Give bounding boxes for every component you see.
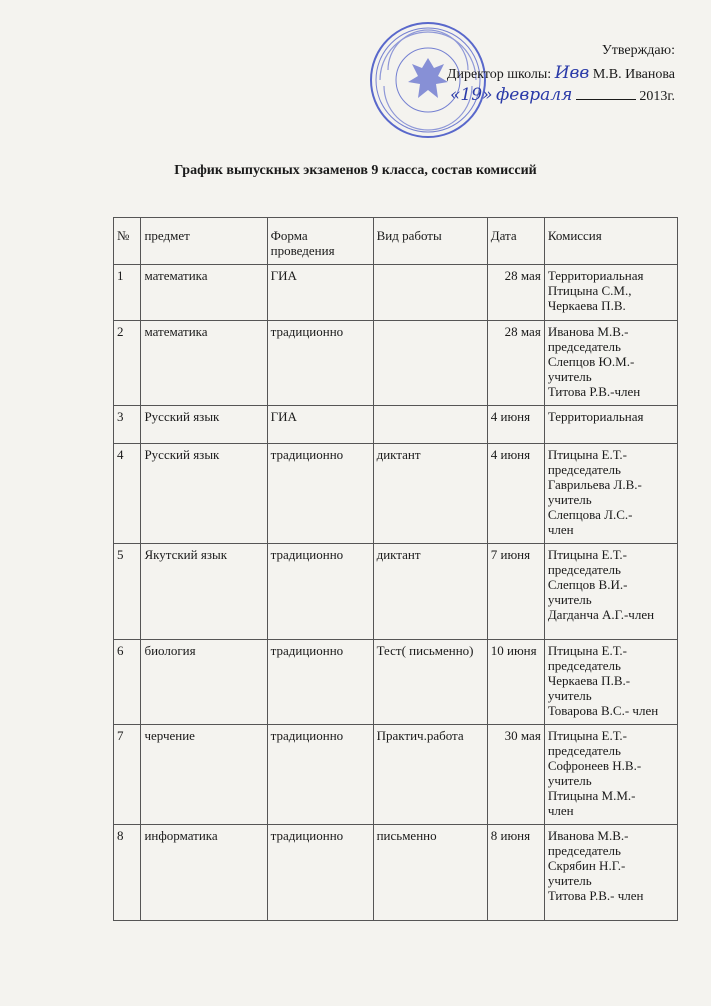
cell-subject: информатика [141,825,267,921]
commission-line: председатель [547,743,621,758]
cell-work-type [373,321,487,406]
cell-form: традиционно [267,725,373,825]
table-row [114,321,678,406]
commission-line: член [547,803,574,818]
commission-line: Территориальная [547,268,644,283]
director-label: Директор школы: [446,67,552,82]
commission-line: Иванова М.В.- [547,828,629,843]
cell-commission [544,406,677,444]
cell-form: традиционно [267,640,373,725]
table-row [114,544,678,640]
date-year: 2013г. [639,89,675,104]
commission-line: председатель [547,562,621,577]
commission-line: Дагданча А.Г.-член [547,607,655,622]
approval-date [375,84,675,106]
cell-form: традиционно [267,321,373,406]
cell-work-type [373,265,487,321]
commission-line: Иванова М.В.- [547,324,629,339]
commission-line: председатель [547,462,621,477]
approve-label: Утверждаю: [601,43,675,58]
commission-line: председатель [547,658,621,673]
commission-line: председатель [547,843,621,858]
page-title: График выпускных экзаменов 9 класса, состав комиссий [174,163,537,178]
cell-work-type: Практич.работа [373,725,487,825]
commission-line: учитель [547,873,592,888]
cell-number: 3 [114,406,141,444]
header-number: № [114,218,141,265]
commission-line: Птицына Е.Т.- [547,447,627,462]
commission-line: Гаврильева Л.В.- [547,477,642,492]
cell-subject: математика [141,265,267,321]
commission-line: Слепцов Ю.М.- [547,354,635,369]
commission-line: Черкаева П.В.- [547,673,631,688]
commission-line: учитель [547,369,592,384]
cell-work-type: диктант [373,544,487,640]
cell-date: 4 июня [487,444,544,544]
commission-line: учитель [547,773,592,788]
cell-number: 7 [114,725,141,825]
cell-commission [544,544,677,640]
cell-commission [544,444,677,544]
cell-work-type: диктант [373,444,487,544]
commission-line: Товарова В.С.- член [547,703,659,718]
commission-line: Птицына Е.Т.- [547,643,627,658]
approval-block [375,40,675,106]
director-name: М.В. Иванова [592,67,675,82]
director-line [375,62,675,84]
cell-subject: Русский язык [141,444,267,544]
commission-line: Птицына С.М., [547,283,632,298]
cell-number: 2 [114,321,141,406]
date-day: «19» [450,85,493,105]
commission-line: Титова Р.В.-член [547,384,641,399]
cell-commission [544,825,677,921]
commission-line: Птицына Е.Т.- [547,728,627,743]
commission-line: член [547,522,574,537]
cell-commission [544,321,677,406]
cell-date: 7 июня [487,544,544,640]
cell-date: 4 июня [487,406,544,444]
exam-schedule-table [113,217,678,921]
cell-number: 8 [114,825,141,921]
commission-line: Птицына М.М.- [547,788,636,803]
commission-line: учитель [547,592,592,607]
cell-form: традиционно [267,825,373,921]
cell-number: 4 [114,444,141,544]
header-work-type: Вид работы [373,218,487,265]
cell-subject: биология [141,640,267,725]
cell-work-type: письменно [373,825,487,921]
cell-commission [544,725,677,825]
table-row [114,725,678,825]
cell-subject: Якутский язык [141,544,267,640]
commission-line: председатель [547,339,621,354]
commission-line: Титова Р.В.- член [547,888,644,903]
cell-form: ГИА [267,265,373,321]
header-date: Дата [487,218,544,265]
cell-date: 28 мая [487,321,544,406]
cell-number: 6 [114,640,141,725]
commission-line: Территориальная [547,409,644,424]
header-commission: Комиссия [544,218,677,265]
table-row [114,406,678,444]
cell-date: 8 июня [487,825,544,921]
commission-line: учитель [547,688,592,703]
cell-work-type [373,406,487,444]
cell-form: традиционно [267,444,373,544]
director-signature: Ивв [554,63,590,83]
table-row [114,265,678,321]
commission-line: Слепцов В.И.- [547,577,628,592]
commission-line: Черкаева П.В. [547,298,626,313]
cell-date: 28 мая [487,265,544,321]
cell-subject: Русский язык [141,406,267,444]
cell-number: 1 [114,265,141,321]
cell-form: традиционно [267,544,373,640]
table-row [114,444,678,544]
table-row [114,640,678,725]
table-row [114,825,678,921]
commission-line: Слепцова Л.С.- [547,507,633,522]
cell-date: 10 июня [487,640,544,725]
header-subject: предмет [141,218,267,265]
cell-form: ГИА [267,406,373,444]
commission-line: Птицына Е.Т.- [547,547,627,562]
cell-work-type: Тест( письменно) [373,640,487,725]
table-header-row [114,218,678,265]
commission-line: Скрябин Н.Г.- [547,858,626,873]
commission-line: Софронеев Н.В.- [547,758,642,773]
date-month: февраля [495,85,573,105]
header-form: Форма проведения [267,218,373,265]
cell-subject: математика [141,321,267,406]
cell-date: 30 мая [487,725,544,825]
cell-commission [544,640,677,725]
cell-subject: черчение [141,725,267,825]
cell-commission [544,265,677,321]
commission-line: учитель [547,492,592,507]
cell-number: 5 [114,544,141,640]
